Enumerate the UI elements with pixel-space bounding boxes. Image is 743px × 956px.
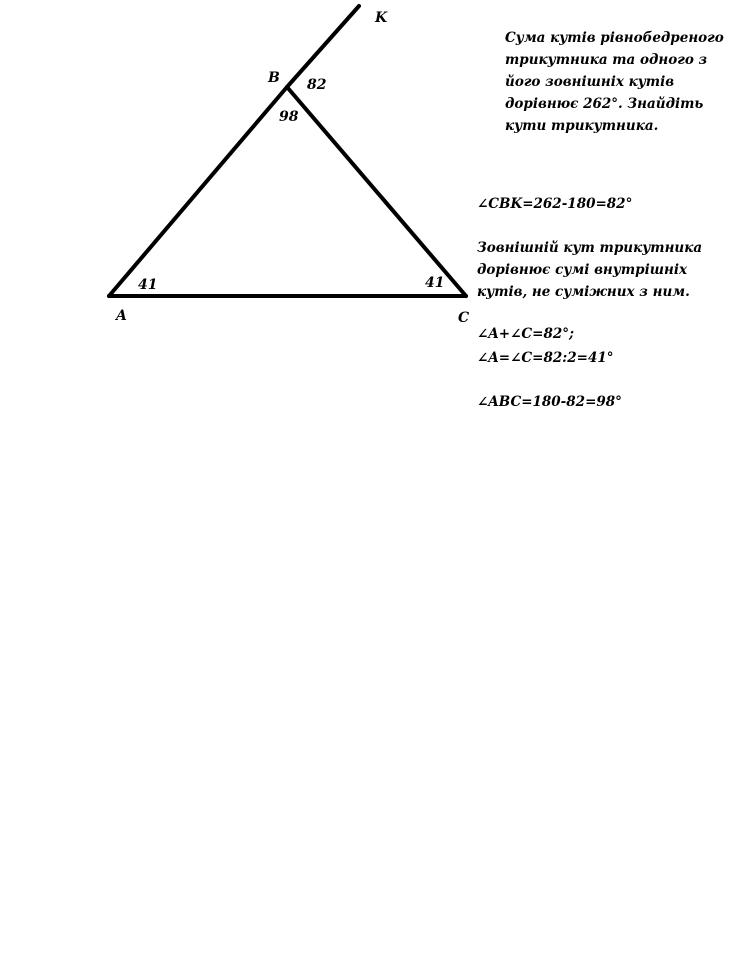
vertex-label-b: B <box>268 70 280 86</box>
vertex-label-k: K <box>375 10 388 26</box>
problem-line: трикутника та одного з <box>505 52 708 68</box>
theorem-line: дорівнює сумі внутрішніх <box>477 262 688 278</box>
problem-line: кути трикутника. <box>505 118 659 134</box>
problem-line: Сума кутів рівнобедреного <box>505 30 724 46</box>
theorem-line: кутів, не суміжних з ним. <box>477 284 690 300</box>
side-bc <box>287 87 466 296</box>
problem-line: його зовнішніх кутів <box>505 74 675 90</box>
vertex-label-c: C <box>458 310 470 326</box>
vertex-label-a: A <box>116 308 127 324</box>
angle-label-b-inner: 98 <box>279 109 299 125</box>
problem-line: дорівнює 262°. Знайдіть <box>505 96 704 112</box>
step-equal-a-c: ∠A=∠C=82:2=41° <box>477 350 614 366</box>
angle-label-c: 41 <box>425 275 445 291</box>
exterior-angle-theorem <box>477 237 702 303</box>
step-sum-a-c: ∠A+∠C=82°; <box>477 326 574 342</box>
angle-label-b-outer: 82 <box>307 77 327 93</box>
problem-statement <box>505 27 724 137</box>
step-angle-abc: ∠ABC=180-82=98° <box>477 394 622 410</box>
angle-label-a: 41 <box>138 277 158 293</box>
step-angle-cbk: ∠CBK=262-180=82° <box>477 196 633 212</box>
ray-bk <box>287 6 359 87</box>
side-ab <box>109 87 287 296</box>
theorem-line: Зовнішній кут трикутника <box>477 240 703 256</box>
